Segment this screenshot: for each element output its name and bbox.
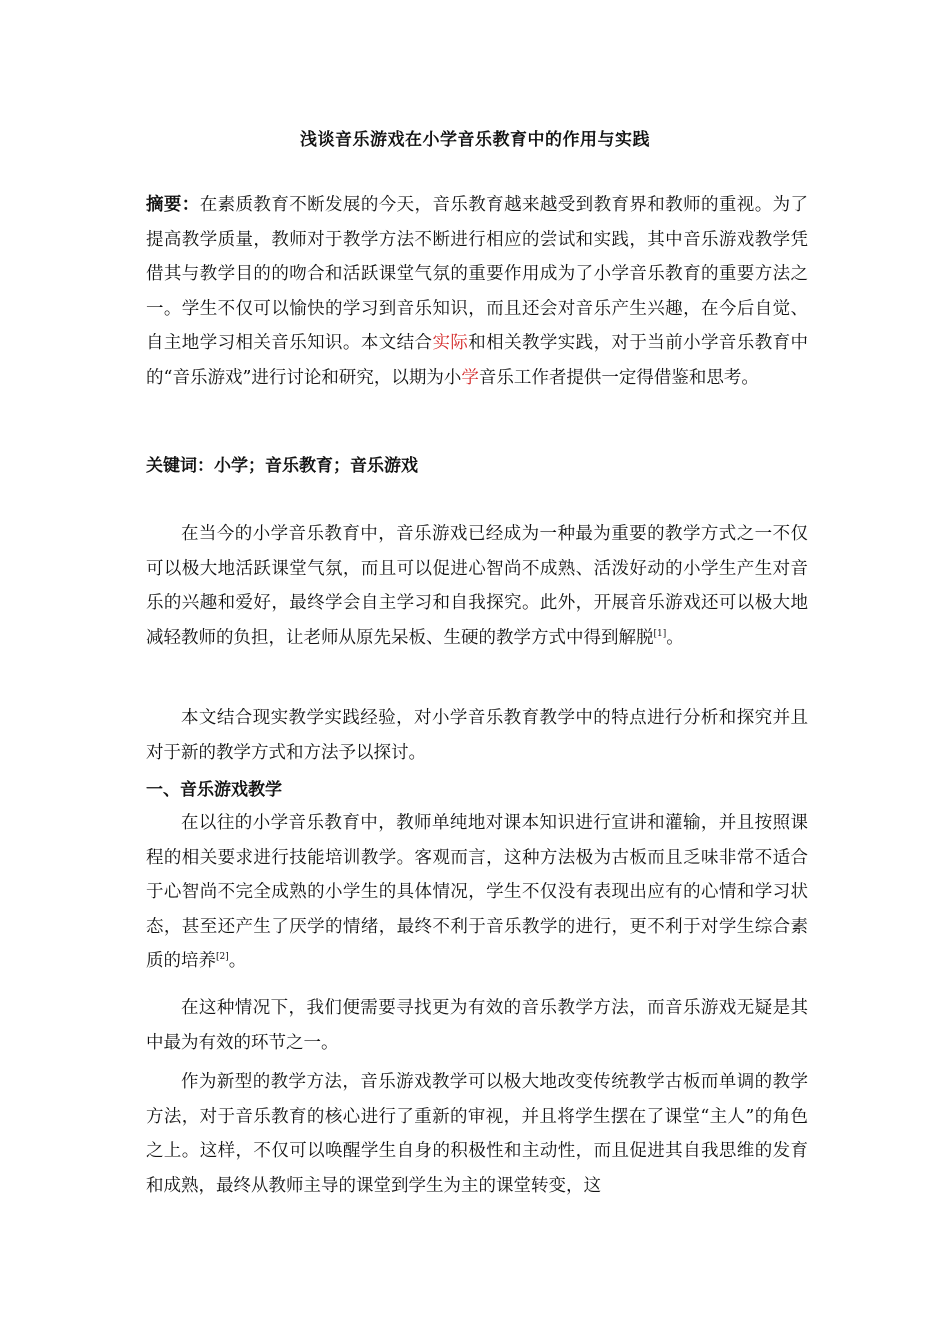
paper-title: 浅谈音乐游戏在小学音乐教育中的作用与实践 <box>300 130 650 150</box>
body-paragraph-1-end: 。 <box>666 627 684 648</box>
abstract-label: 摘要： <box>146 195 200 215</box>
section-heading-1: 一、音乐游戏教学 <box>146 780 282 800</box>
body-paragraph-2 <box>146 701 808 770</box>
body-paragraph-3-text: 在以往的小学音乐教育中，教师单纯地对课本知识进行宣讲和灌输，并且按照课程的相关要求进行技能培训教学。客观而言，这种方法极为古板而且乏味非常不适合于心智尚不完全成熟的小学生的具体情况，学生不仅没有表现出应有的心情和学习状态，甚至还产生了厌学的情绪，最终不利于音乐教学的进行，更不利于对学生综合素质的培养 <box>146 813 808 972</box>
body-paragraph-1-text: 在当今的小学音乐教育中，音乐游戏已经成为一种最为重要的教学方式之一不仅可以极大地活跃课堂气氛，而且可以促进心智尚不成熟、活泼好动的小学生产生对音乐的兴趣和爱好，最终学会自主学习和自我探究。此外，开展音乐游戏还可以极大地减轻教师的负担，让老师从原先呆板、生硬的教学方式中得到解脱 <box>146 524 808 648</box>
abstract-highlight-shiji: 实际 <box>432 333 469 354</box>
abstract-text-part-1: 在素质教育不断发展的今天，音乐教育越来越受到教育界和教师的重视。为了提高教学质量，教师对于教学方法不断进行相应的尝试和实践，其中音乐游戏教学凭借其与教学目的的吻合和活跃课堂气氛的重要作用成为了小学音乐教育的重要方法之一。学生不仅可以愉快的学习到音乐知识，而且还会对音乐产生兴趣，在今后自觉、自主地学习相关音乐知识。本文结合 <box>146 195 809 354</box>
body-paragraph-1 <box>146 517 808 655</box>
body-paragraph-4 <box>146 991 808 1060</box>
abstract-text-part-2: 和相关教学实践，对于当前小学音乐教育中的“音乐游戏”进行讨论和研究，以期为小 <box>146 333 809 388</box>
body-paragraph-5-text: 作为新型的教学方法，音乐游戏教学可以极大地改变传统教学古板而单调的教学方法，对于音乐教育的核心进行了重新的审视，并且将学生摆在了课堂“主人”的角色之上。这样，不仅可以唤醒学生自身的积极性和主动性，而且促进其自我思维的发育和成熟，最终从教师主导的课堂到学生为主的课堂转变，这 <box>146 1072 808 1196</box>
body-paragraph-4-text: 在这种情况下，我们便需要寻找更为有效的音乐教学方法，而音乐游戏无疑是其中最为有效的环节之一。 <box>146 998 808 1053</box>
body-paragraph-2-text: 本文结合现实教学实践经验，对小学音乐教育教学中的特点进行分析和探究并且对于新的教学方式和方法予以探讨。 <box>146 708 808 763</box>
abstract-highlight-xue: 学 <box>461 367 479 388</box>
body-paragraph-3 <box>146 806 808 979</box>
abstract-paragraph <box>146 188 808 396</box>
body-paragraph-5 <box>146 1065 808 1203</box>
keywords-line: 关键词：小学；音乐教育；音乐游戏 <box>146 456 418 476</box>
citation-ref-2: [2] <box>216 952 229 963</box>
citation-ref-1: [1] <box>653 628 667 639</box>
abstract-text-part-3: 音乐工作者提供一定得借鉴和思考。 <box>478 367 759 388</box>
body-paragraph-3-end: 。 <box>228 951 247 972</box>
